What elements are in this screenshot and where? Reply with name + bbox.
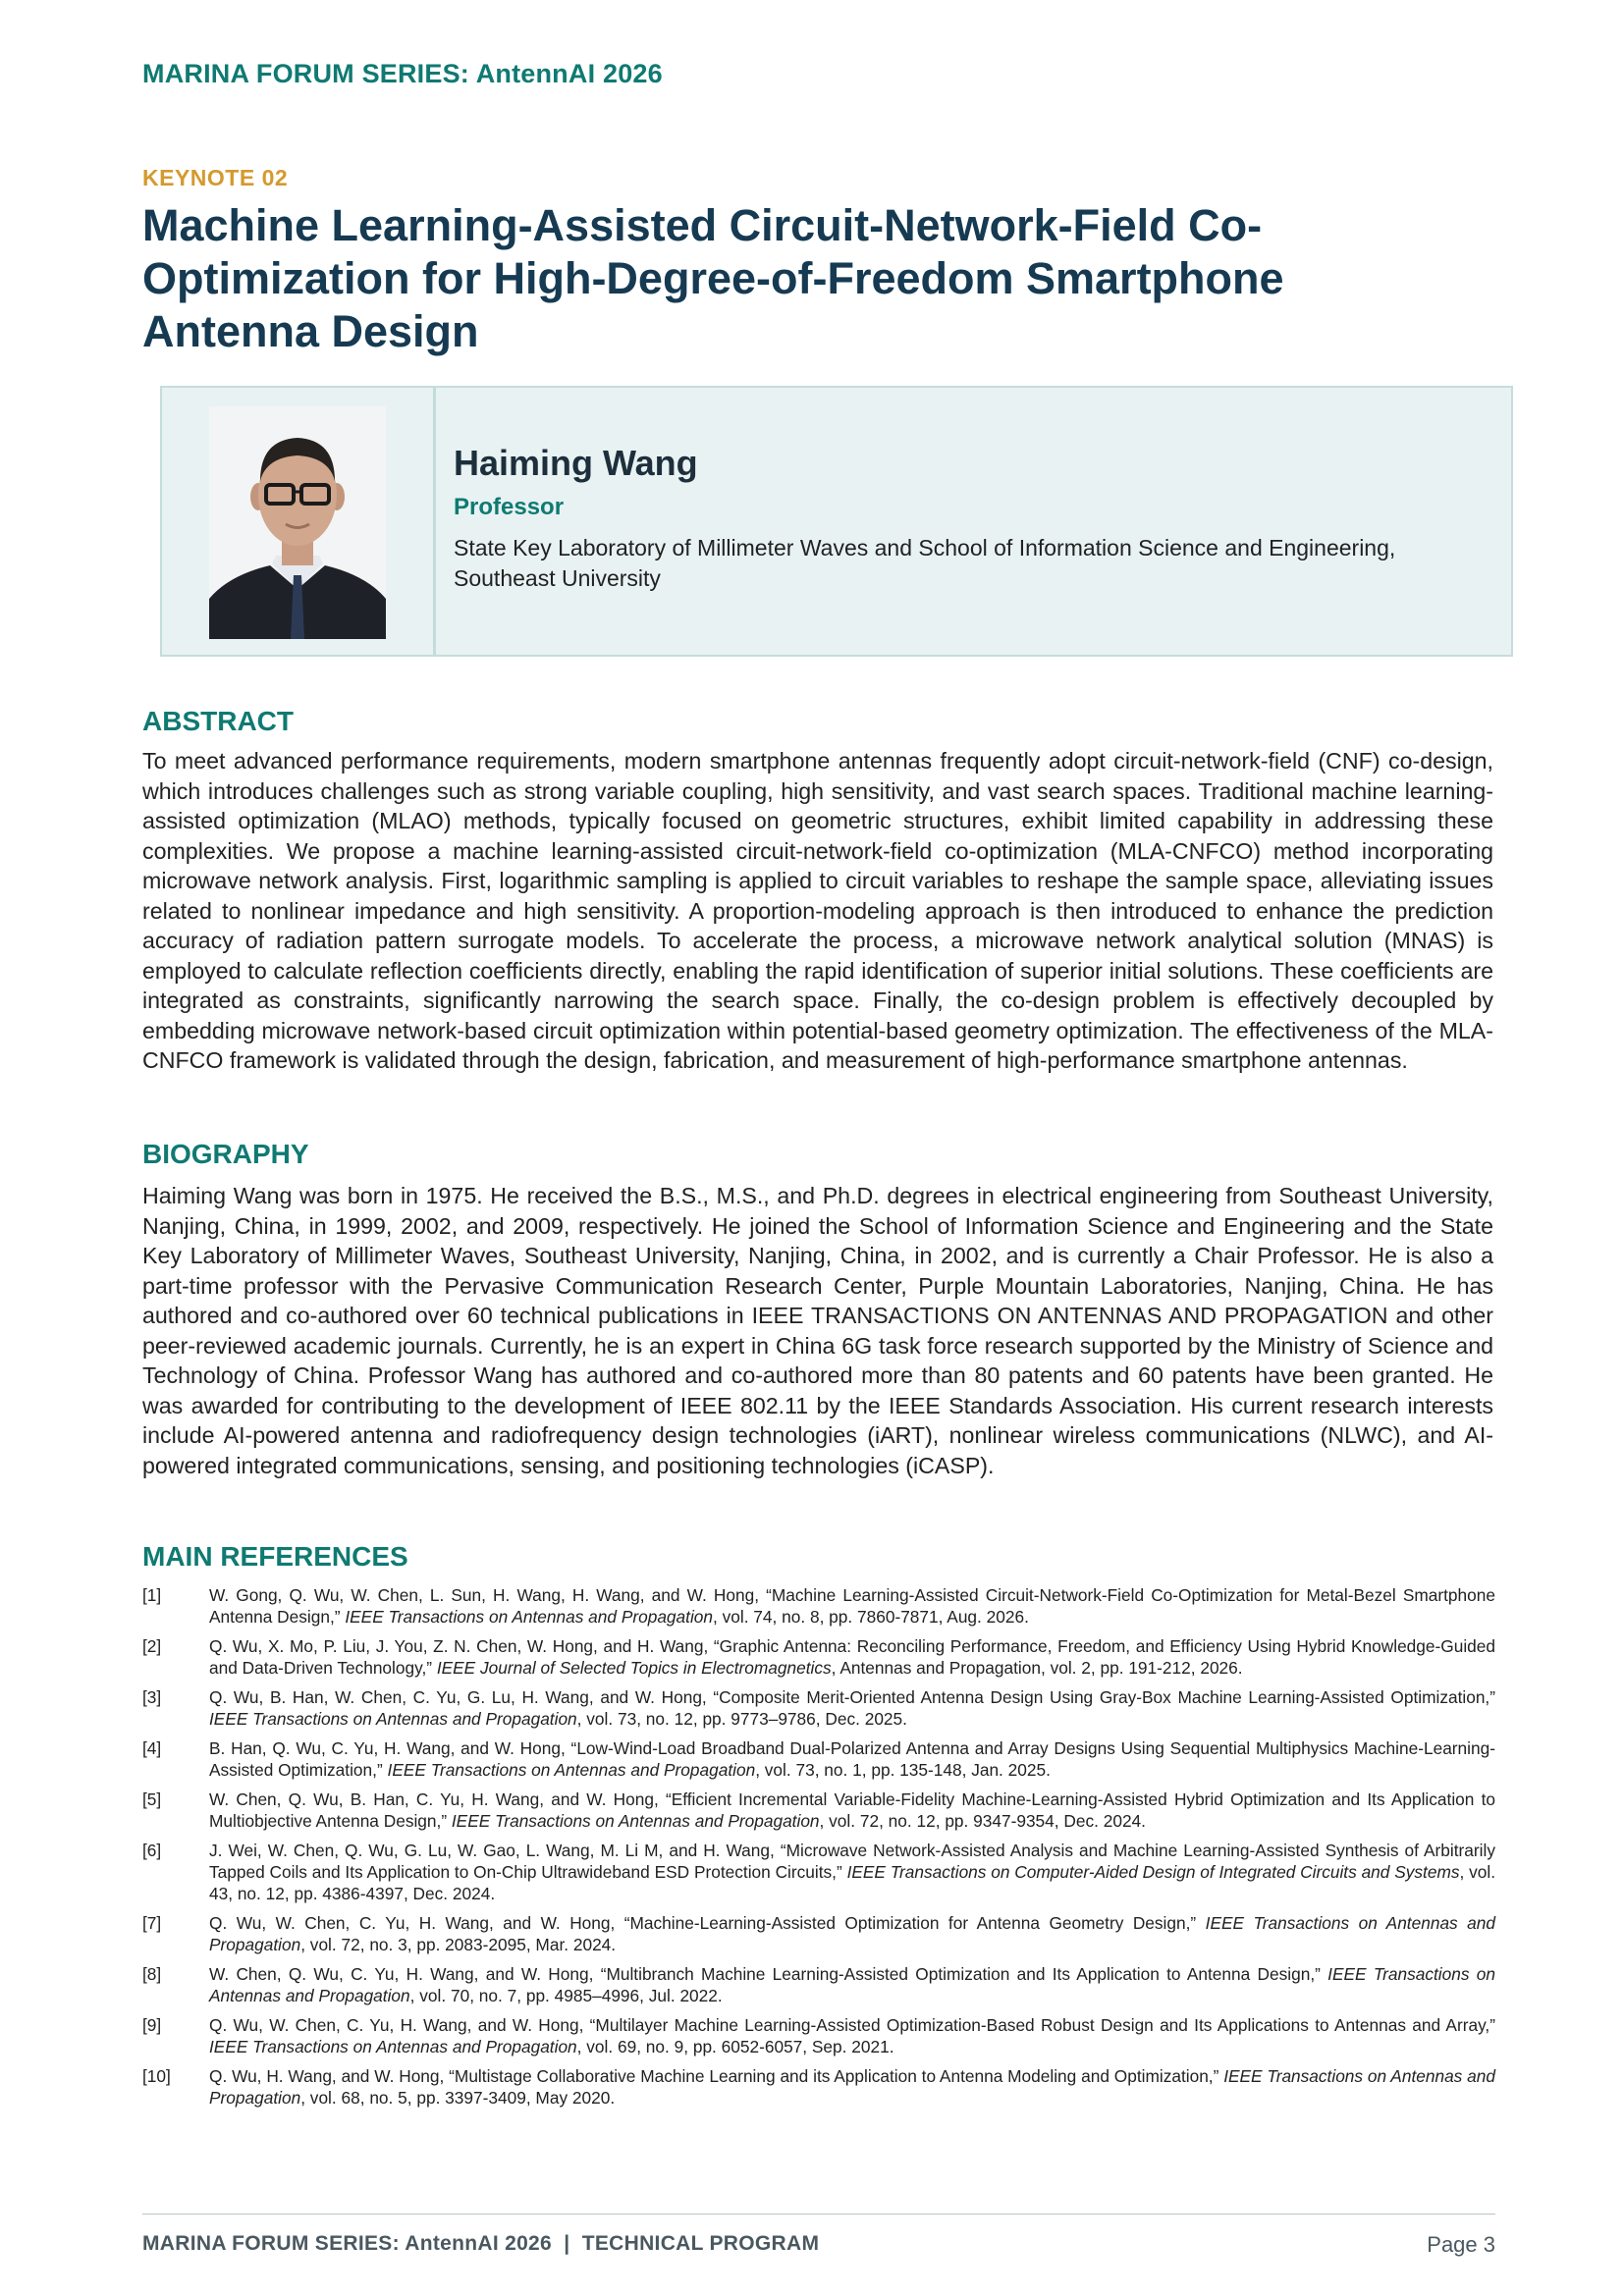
speaker-info	[454, 443, 1494, 594]
reference-text: B. Han, Q. Wu, C. Yu, H. Wang, and W. Hong, “Low-Wind-Load Broadband Dual-Polarized Antenna and Array Designs Using Sequential Multiphysics Machine-Learning-Assisted Optimization,” IEEE Transactions on Antennas and Propagation, vol. 73, no. 1, pp. 135-148, Jan. 2025.	[209, 1738, 1495, 1780]
references-list	[142, 1584, 1495, 2116]
reference-text: W. Gong, Q. Wu, W. Chen, L. Sun, H. Wang, H. Wang, and W. Hong, “Machine Learning-Assisted Circuit-Network-Field Co-Optimization for Metal-Bezel Smartphone Antenna Design,” IEEE Transactions on Antennas and Propagation, vol. 74, no. 8, pp. 7860-7871, Aug. 2026.	[209, 1585, 1495, 1627]
biography-text: Haiming Wang was born in 1975. He received the B.S., M.S., and Ph.D. degrees in electrical engineering from Southeast University, Nanjing, China, in 1999, 2002, and 2009, respectively. He joined the School of Information Science and Engineering and the State Key Laboratory of Millimeter Waves, Southeast University, Nanjing, China, in 2002, and is currently a Chair Professor. He is also a part-time professor with the Pervasive Communication Research Center, Purple Mountain Laboratories, Nanjing, China. He has authored and co-authored over 60 technical publications in IEEE TRANSACTIONS ON ANTENNAS AND PROPAGATION and other peer-reviewed academic journals. Currently, he is an expert in China 6G task force research supported by the Ministry of Science and Technology of China. Professor Wang has authored and co-authored more than 80 patents and 60 patents have been granted. He was awarded for contributing to the development of IEEE 802.11 by the IEEE Standards Association. His current research interests include AI-powered antenna and radiofrequency design technologies (iART), nonlinear wireless communications (NLWC), and AI-powered integrated communications, sensing, and positioning technologies (iCASP).	[142, 1183, 1493, 1478]
abstract-text: To meet advanced performance requirements, modern smartphone antennas frequently adopt circuit-network-field (CNF) co-design, which introduces challenges such as strong variable coupling, high sensitivity, and vast search spaces. Traditional machine learning-assisted optimization (MLAO) methods, typically focused on geometric structures, exhibit limited capability in addressing these complexities. We propose a machine learning-assisted circuit-network-field co-optimization (MLA-CNFCO) method incorporating microwave network analysis. First, logarithmic sampling is applied to circuit variables to reshape the sample space, alleviating issues related to nonlinear impedance and high sensitivity. A proportion-modeling approach is then introduced to enhance the prediction accuracy of radiation pattern surrogate models. To accelerate the process, a microwave network analytical solution (MNAS) is employed to calculate reflection coefficients directly, enabling the rapid identification of superior initial solutions. These coefficients are integrated as constraints, significantly narrowing the search space. Finally, the co-design problem is effectively decoupled by embedding microwave network-based circuit optimization within potential-based geometry optimization. The effectiveness of the MLA-CNFCO framework is validated through the design, fabrication, and measurement of high-performance smartphone antennas.	[142, 748, 1493, 1073]
card-divider	[433, 388, 436, 655]
speaker-name: Haiming Wang	[454, 443, 698, 483]
speaker-card	[160, 386, 1513, 657]
biography-heading: BIOGRAPHY	[142, 1139, 309, 1169]
reference-item	[142, 2014, 1495, 2057]
keynote-label: KEYNOTE 02	[142, 165, 289, 190]
references-heading: MAIN REFERENCES	[142, 1541, 408, 1572]
talk-title: Machine Learning-Assisted Circuit-Network-Field Co-Optimization for High-Degree-of-Freedom Smartphone Antenna Design	[142, 200, 1284, 356]
speaker-role: Professor	[454, 494, 565, 520]
footer-title: MARINA FORUM SERIES: AntennAI 2026 | TECHNICAL PROGRAM	[142, 2232, 820, 2255]
reference-item	[142, 1963, 1495, 2006]
series-header: MARINA FORUM SERIES: AntennAI 2026	[142, 59, 663, 88]
reference-number: [1]	[142, 1585, 162, 1605]
reference-text: Q. Wu, H. Wang, and W. Hong, “Multistage Collaborative Machine Learning and its Application to Antenna Modeling and Optimization,” IEEE Transactions on Antennas and Propagation, vol. 68, no. 5, pp. 3397-3409, May 2020.	[209, 2066, 1495, 2108]
reference-text: Q. Wu, B. Han, W. Chen, C. Yu, G. Lu, H. Wang, and W. Hong, “Composite Merit-Oriented Antenna Design Using Gray-Box Machine Learning-Assisted Optimization,” IEEE Transactions on Antennas and Propagation, vol. 73, no. 12, pp. 9773–9786, Dec. 2025.	[209, 1687, 1495, 1729]
reference-text: J. Wei, W. Chen, Q. Wu, G. Lu, W. Gao, L. Wang, M. Li M, and H. Wang, “Microwave Network-Assisted Analysis and Machine Learning-Assisted Synthesis of Arbitrarily Tapped Coils and Its Application to On-Chip Ultrawideband ESD Protection Circuits,” IEEE Transactions on Computer-Aided Design of Integrated Circuits and Systems, vol. 43, no. 12, pp. 4386-4397, Dec. 2024.	[209, 1841, 1496, 1903]
reference-number: [6]	[142, 1841, 162, 1860]
speaker-affiliation: State Key Laboratory of Millimeter Waves and School of Information Science and Engineering, Southeast University	[454, 535, 1396, 591]
abstract-heading: ABSTRACT	[142, 706, 294, 736]
reference-text: Q. Wu, W. Chen, C. Yu, H. Wang, and W. Hong, “Multilayer Machine Learning-Assisted Optimization-Based Robust Design and Its Applications to Antennas and Array,” IEEE Transactions on Antennas and Propagation, vol. 69, no. 9, pp. 6052-6057, Sep. 2021.	[209, 2015, 1495, 2056]
page-number: Page 3	[1427, 2232, 1495, 2257]
reference-number: [8]	[142, 1964, 162, 1984]
footer-divider	[142, 2214, 1495, 2215]
reference-item	[142, 1584, 1495, 1628]
reference-number: [2]	[142, 1636, 162, 1656]
reference-number: [5]	[142, 1789, 162, 1809]
reference-text: Q. Wu, X. Mo, P. Liu, J. You, Z. N. Chen, W. Hong, and H. Wang, “Graphic Antenna: Reconciling Performance, Freedom, and Efficiency Using Hybrid Knowledge-Guided and Data-Driven Technology,” IEEE Journal of Selected Topics in Electromagnetics, Antennas and Propagation, vol. 2, pp. 191-212, 2026.	[209, 1636, 1495, 1678]
speaker-photo	[209, 406, 386, 639]
reference-number: [10]	[142, 2066, 171, 2086]
reference-item	[142, 1737, 1495, 1781]
reference-text: W. Chen, Q. Wu, C. Yu, H. Wang, and W. Hong, “Multibranch Machine Learning-Assisted Optimization and Its Application to Antenna Design,” IEEE Transactions on Antennas and Propagation, vol. 70, no. 7, pp. 4985–4996, Jul. 2022.	[209, 1964, 1495, 2005]
reference-item	[142, 1840, 1495, 1904]
reference-text: Q. Wu, W. Chen, C. Yu, H. Wang, and W. Hong, “Machine-Learning-Assisted Optimization for Antenna Geometry Design,” IEEE Transactions on Antennas and Propagation, vol. 72, no. 3, pp. 2083-2095, Mar. 2024.	[209, 1913, 1495, 1954]
reference-item	[142, 1686, 1495, 1730]
reference-item	[142, 1635, 1495, 1679]
reference-number: [7]	[142, 1913, 162, 1933]
reference-number: [3]	[142, 1687, 162, 1707]
reference-item	[142, 2065, 1495, 2109]
reference-item	[142, 1789, 1495, 1832]
reference-text: W. Chen, Q. Wu, B. Han, C. Yu, H. Wang, and W. Hong, “Efficient Incremental Variable-Fidelity Machine-Learning-Assisted Hybrid Optimization and Its Application to Multiobjective Antenna Design,” IEEE Transactions on Antennas and Propagation, vol. 72, no. 12, pp. 9347-9354, Dec. 2024.	[209, 1789, 1495, 1831]
reference-number: [9]	[142, 2015, 162, 2035]
reference-item	[142, 1912, 1495, 1955]
speaker-portrait-image	[209, 406, 386, 639]
reference-number: [4]	[142, 1738, 162, 1758]
